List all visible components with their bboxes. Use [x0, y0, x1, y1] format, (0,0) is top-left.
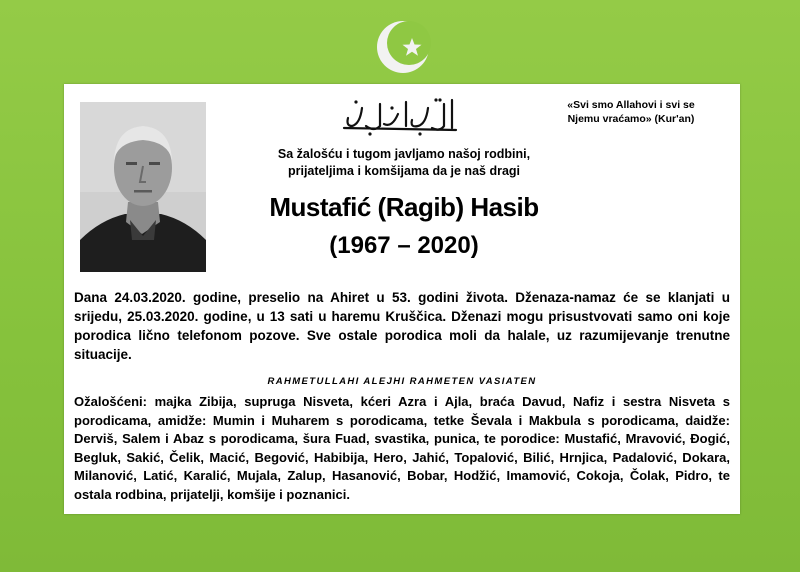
life-years: (1967 – 2020) [329, 232, 479, 259]
intro-text [234, 146, 574, 180]
deceased-photo [80, 102, 206, 272]
quote-line-1: «Svi smo Allahovi i svi se [567, 99, 695, 111]
obituary-card [64, 84, 740, 514]
intro-line-2: prijateljima i komšijama da je naš dragi [287, 164, 521, 178]
quran-quote [536, 98, 726, 126]
dua-line: RAHMETULLAHI ALEJHI RAHMETEN VASIATEN [267, 376, 537, 387]
funeral-details: Dana 24.03.2020. godine, preselio na Ahiret u 53. godini života. Dženaza-namaz će se klanjati u srijedu, 25.03.2020. godine, u 13 sati u haremu Kruščica. Dženazi mogu prisustvovati samo oni koje porodica lično telefonom pozove. Sve ostale porodica moli da halale, uz razumijevanje trenutne situacije. [74, 290, 730, 362]
arabic-calligraphy [340, 94, 460, 138]
intro-line-1: Sa žalošću i tugom javljamo našoj rodbini, [277, 147, 531, 161]
quote-line-2: Njemu vraćamo» (Kur'an) [567, 113, 695, 125]
crescent-star-icon [374, 18, 432, 76]
deceased-name: Mustafić (Ragib) Hasib [269, 192, 539, 222]
mourners-list: Ožalošćeni: majka Zibija, supruga Nisveta, kćeri Azra i Ajla, braća Davud, Nafiz i sestra Nisveta s porodicama, amidže: Mumin i Muharem s porodicama, tetke Ševala i Makbula s porodicama, daidže: Derviš, Salem i Abaz s porodicama, šura Fuad, svastika, punica, te porodice: Mustafić, Mravović, Đogić, Begluk, Sakić, Čelik, Macić, Begović, Habibija, Hero, Jahić, Topalović, Bilić, Hrnjica, Padalović, Dokara, Milanović, Latić, Karalić, Mujala, Zalup, Hasanović, Bobar, Hodžić, Imamović, Cokoja, Čolak, Pidro, te ostala rodbina, prijatelji, komšije i poznanici. [74, 394, 730, 502]
